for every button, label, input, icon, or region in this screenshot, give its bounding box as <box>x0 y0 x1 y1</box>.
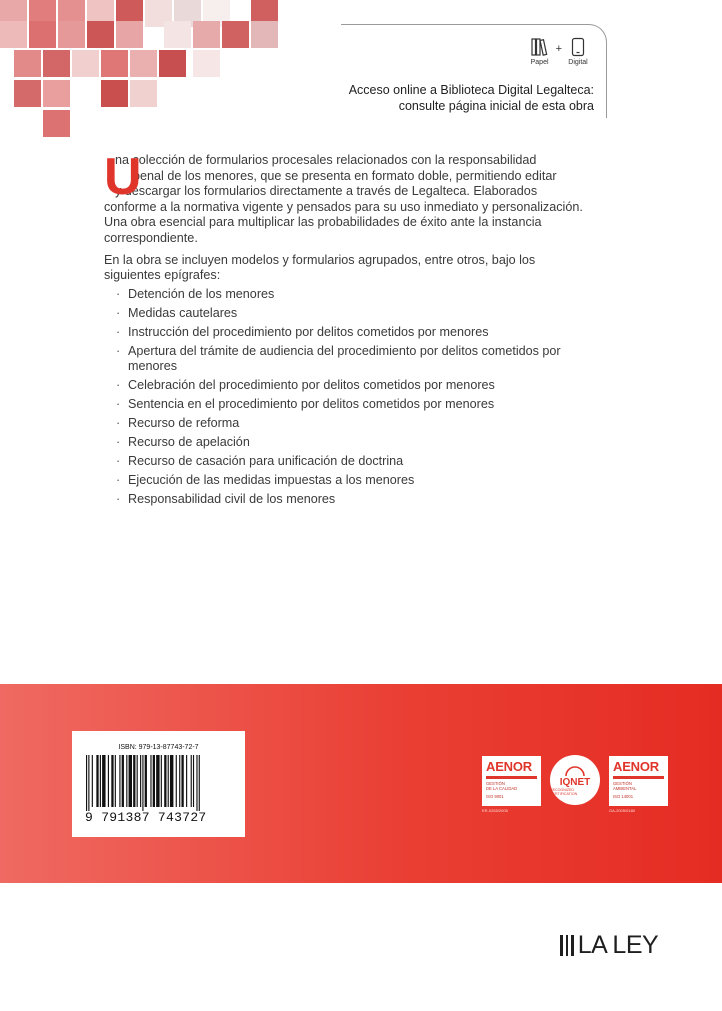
mosaic-tile <box>29 21 56 48</box>
topic-item-text: Medidas cautelares <box>128 305 238 320</box>
format-icons <box>530 37 588 66</box>
plus-sign: + <box>555 43 562 55</box>
bullet-dot: · <box>116 378 121 393</box>
access-text <box>349 82 594 114</box>
mosaic-tile <box>87 21 114 48</box>
isbn-text: ISBN: 979-13-87743-72-7 <box>118 744 199 751</box>
mosaic-tile <box>14 50 41 77</box>
mosaic-tile <box>43 50 70 77</box>
barcode-bar <box>145 755 147 807</box>
barcode-bar <box>161 755 162 807</box>
intro-line: conforme a la normativa vigente y pensados para su uso inmediato y personalización. <box>104 199 583 214</box>
books-icon <box>530 37 550 57</box>
barcode-bar <box>196 755 197 811</box>
mosaic-tile <box>0 21 27 48</box>
access-line-1: Acceso online a Biblioteca Digital Legalteca: <box>348 83 594 97</box>
topic-list <box>104 287 614 508</box>
format-digital <box>568 37 588 66</box>
topic-item-text: menores <box>128 359 177 374</box>
aenor-separator <box>613 776 664 779</box>
topic-item <box>116 397 614 413</box>
topic-item <box>116 325 614 341</box>
intro-line: na colección de formularios procesales relacionados con la responsabilidad <box>115 153 537 167</box>
topic-item-text: Sentencia en el procedimiento por delitos cometidos por menores <box>128 397 495 412</box>
barcode-bar <box>137 755 138 807</box>
barcode-bar <box>168 755 169 807</box>
barcode-bar <box>179 755 180 807</box>
mosaic-tile <box>43 110 70 137</box>
publisher-name: LA LEY <box>577 931 659 959</box>
topic-item <box>116 344 614 375</box>
barcode-bar <box>170 755 173 807</box>
mosaic-tile <box>159 50 186 77</box>
iqnet-brand: IQNET <box>559 777 591 788</box>
mosaic-tile <box>251 21 278 48</box>
bullet-dot: · <box>116 492 121 507</box>
bullet-dot: · <box>116 305 121 320</box>
barcode-number: 9 791387 743727 <box>85 810 207 825</box>
mosaic-tile <box>43 80 70 107</box>
topic-item-text: Celebración del procedimiento por delitos cometidos por menores <box>128 378 495 393</box>
bullet-dot: · <box>116 286 121 301</box>
topic-item <box>116 378 614 394</box>
barcode-bar <box>164 755 166 807</box>
section-intro <box>104 253 614 284</box>
aenor-line: AMBIENTAL <box>613 786 637 791</box>
barcode-bar <box>150 755 151 807</box>
mosaic-tile <box>193 50 220 77</box>
barcode-bar <box>102 755 105 807</box>
topic-item <box>116 435 614 451</box>
aenor-separator <box>486 776 537 779</box>
description <box>104 148 614 511</box>
section-line: En la obra se incluyen modelos y formularios agrupados, entre otros, bajo los <box>104 252 536 267</box>
barcode-bar <box>156 755 159 807</box>
intro-line: correspondiente. <box>104 230 198 245</box>
barcode-bar <box>88 755 89 811</box>
topic-item-text: Ejecución de las medidas impuestas a los menores <box>128 473 415 488</box>
aenor-env-cert <box>609 756 668 813</box>
drop-cap <box>104 148 142 206</box>
topic-item-text: Recurso de apelación <box>128 435 250 450</box>
topic-item-text: Detención de los menores <box>128 286 275 301</box>
barcode-bar <box>126 755 127 807</box>
topic-item-text: Recurso de reforma <box>128 416 240 431</box>
aenor-reg: ER-0265/2005 <box>482 808 508 813</box>
mosaic-tile <box>130 80 157 107</box>
intro-line: Una obra esencial para multiplicar las probabilidades de éxito ante la instancia <box>104 215 542 230</box>
barcode-bar <box>191 755 192 807</box>
bullet-dot: · <box>116 454 121 469</box>
barcode-bar <box>176 755 177 807</box>
aenor-brand: AENOR <box>613 759 659 774</box>
bullet-dot: · <box>116 324 121 339</box>
barcode-bars <box>86 755 232 811</box>
barcode-bar <box>142 755 143 811</box>
intro-line: penal de los menores, que se presenta en formato doble, permitiendo editar <box>133 168 557 183</box>
aenor-env-box <box>609 756 668 806</box>
mosaic-tile <box>101 80 128 107</box>
aenor-brand: AENOR <box>486 759 532 774</box>
tablet-icon <box>568 37 588 57</box>
bullet-dot: · <box>116 416 121 431</box>
drop-cap-letter: U <box>104 148 142 206</box>
mosaic-tile <box>14 80 41 107</box>
intro-line: y descargar los formularios directamente a través de Legalteca. Elaborados <box>115 184 538 199</box>
mosaic-tile <box>58 21 85 48</box>
aenor-quality-box <box>482 756 541 806</box>
barcode-bar <box>86 755 87 811</box>
topic-item-text: Recurso de casación para unificación de doctrina <box>128 454 404 469</box>
topic-item <box>116 306 614 322</box>
publisher-logo <box>560 931 659 959</box>
section-line: siguientes epígrafes: <box>104 268 221 283</box>
topic-item-text: Responsabilidad civil de los menores <box>128 492 336 507</box>
barcode-bar <box>100 755 101 807</box>
mosaic-tile <box>164 21 191 48</box>
topic-item <box>116 454 614 470</box>
bullet-dot: · <box>116 397 121 412</box>
iqnet-ring-icon <box>564 764 586 778</box>
logo-bars-icon <box>560 935 574 956</box>
intro-paragraph <box>104 148 614 247</box>
barcode-bar <box>119 755 120 807</box>
barcode-bar <box>111 755 113 807</box>
iqnet-sub: RECOGNIZED CERTIFICATION <box>550 788 578 796</box>
decorative-mosaic <box>0 0 300 150</box>
aenor-code: ISO 14001 <box>613 794 634 799</box>
bullet-dot: · <box>116 343 121 358</box>
aenor-line: GESTIÓN <box>613 781 632 786</box>
barcode-bar <box>133 755 135 807</box>
aenor-line: DE LA CALIDAD <box>486 786 518 791</box>
mosaic-tile <box>130 50 157 77</box>
barcode-bar <box>129 755 132 807</box>
mosaic-tile <box>116 21 143 48</box>
format-paper <box>530 37 550 66</box>
barcode <box>72 731 245 837</box>
mosaic-tile <box>222 21 249 48</box>
topic-item-text: Apertura del trámite de audiencia del procedimiento por delitos cometidos por <box>128 343 561 358</box>
topic-item <box>116 416 614 432</box>
barcode-bar <box>153 755 155 807</box>
aenor-line: GESTIÓN <box>486 781 505 786</box>
mosaic-tile <box>72 50 99 77</box>
barcode-bar <box>199 755 200 811</box>
digital-access-box <box>341 24 607 118</box>
format-paper-label: Papel <box>530 59 549 66</box>
topic-item <box>116 473 614 489</box>
barcode-bar <box>115 755 116 807</box>
mosaic-tile <box>101 50 128 77</box>
mosaic-tile <box>193 21 220 48</box>
barcode-bar <box>96 755 98 807</box>
topic-item <box>116 287 614 303</box>
aenor-reg: GA-2005/0180 <box>609 808 636 813</box>
format-digital-label: Digital <box>568 59 588 66</box>
iqnet-seal <box>550 755 600 805</box>
barcode-bar <box>181 755 183 807</box>
barcode-bar <box>92 755 93 807</box>
bullet-dot: · <box>116 473 121 488</box>
barcode-bar <box>122 755 124 807</box>
bullet-dot: · <box>116 435 121 450</box>
barcode-bar <box>193 755 194 807</box>
topic-item-text: Instrucción del procedimiento por delitos cometidos por menores <box>128 324 489 339</box>
barcode-bar <box>186 755 187 807</box>
aenor-quality-cert <box>482 756 541 813</box>
barcode-bar <box>108 755 109 807</box>
topic-item <box>116 492 614 508</box>
barcode-bar <box>140 755 141 807</box>
access-line-2: consulte página inicial de esta obra <box>398 99 594 113</box>
aenor-code: ISO 9001 <box>486 794 504 799</box>
